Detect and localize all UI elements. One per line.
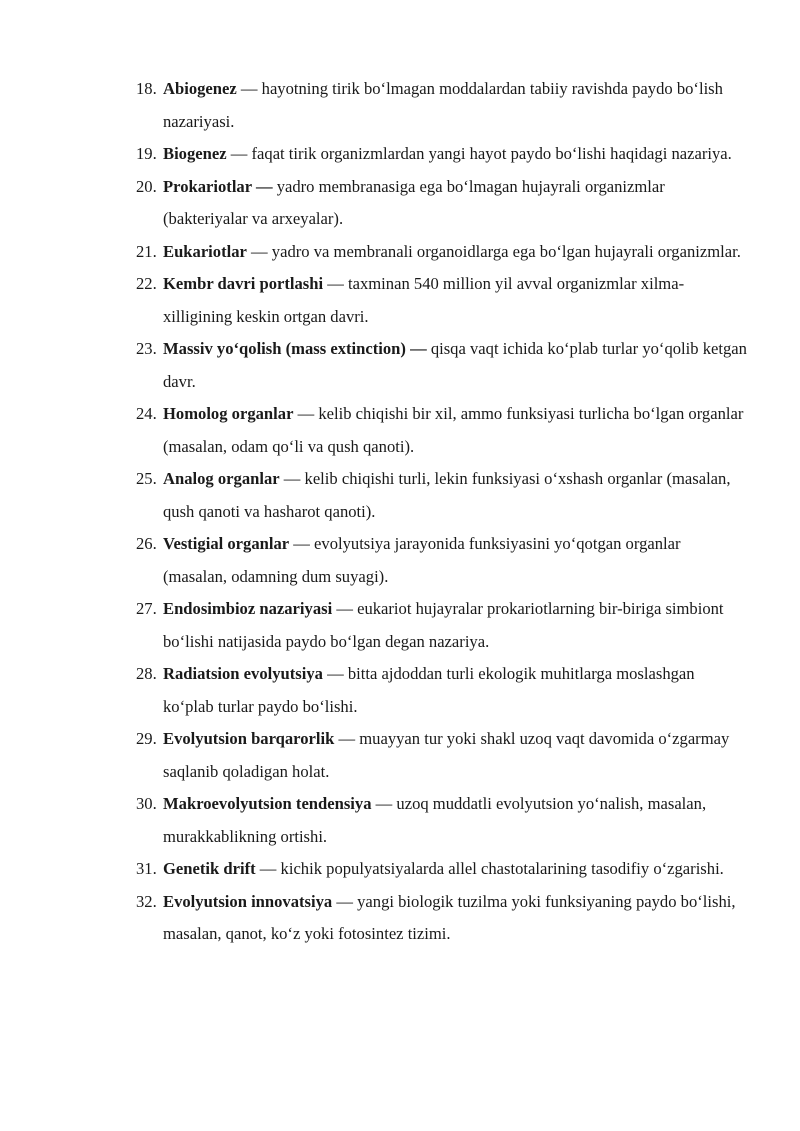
entry-definition: — faqat tirik organizmlardan yangi hayot paydo bo‘lishi haqidagi nazariya. [226,144,732,163]
entry-term: Genetik drift [163,859,256,878]
entry-term: Biogenez [163,144,227,163]
glossary-entry [136,593,748,658]
glossary-entry [136,333,748,398]
glossary-entry [136,853,748,886]
glossary-entry [136,236,748,269]
entry-term: Abiogenez [163,79,237,98]
glossary-entry [136,73,748,138]
entry-definition: — yadro va membranali organoidlarga ega bo‘lgan hujayrali organizmlar. [246,241,741,261]
entry-number: 19. [136,144,157,163]
entry-number: 28. [136,664,157,683]
entry-definition: — bitta ajdoddan turli ekologik muhitlarga moslashgan ko‘plab turlar paydo bo‘lishi. [163,664,695,716]
glossary-entry [136,528,748,593]
entry-term: Makroevolyutsion tendensiya [163,794,372,813]
entry-number: 26. [136,534,157,553]
glossary-list [136,73,748,951]
entry-definition: qisqa vaqt ichida ko‘plab turlar yo‘qolib ketgan davr. [163,339,747,391]
entry-definition: — yangi biologik tuzilma yoki funksiyaning paydo bo‘lishi, masalan, qanot, ko‘z yoki fotosintez tizimi. [163,891,736,943]
entry-term: Evolyutsion innovatsiya [163,891,333,911]
entry-term: Massiv yo‘qolish (mass extinction) — [163,339,427,358]
glossary-entry [136,886,748,951]
entry-number: 30. [136,794,157,813]
glossary-entry [136,788,748,853]
entry-definition: — taxminan 540 million yil avval organizmlar xilma-xilligining keskin ortgan davri. [163,274,685,326]
entry-number: 32. [136,891,157,911]
entry-definition: — kichik populyatsiyalarda allel chastotalarining tasodifiy o‘zgarishi. [255,859,724,878]
entry-term: Vestigial organlar [163,534,290,553]
entry-definition: — kelib chiqishi bir xil, ammo funksiyasi turlicha bo‘lgan organlar (masalan, odam qo‘li va qush qanoti). [163,404,744,456]
glossary-entry [136,398,748,463]
entry-number: 21. [136,241,157,261]
entry-number: 18. [136,79,157,98]
glossary-entry [136,723,748,788]
entry-term: Radiatsion evolyutsiya [163,664,323,683]
glossary-entry [136,171,748,236]
entry-number: 29. [136,729,157,748]
entry-number: 27. [136,599,157,618]
glossary-entry [136,138,748,171]
entry-term: Eukariotlar [163,241,247,261]
entry-term: Kembr davri portlashi [163,274,324,293]
entry-term: Homolog organlar [163,404,294,423]
entry-term: Prokariotlar — [163,176,273,196]
entry-term: Endosimbioz nazariyasi [163,599,333,618]
entry-number: 24. [136,404,157,423]
glossary-entry [136,268,748,333]
entry-number: 20. [136,176,157,196]
entry-definition: — kelib chiqishi turli, lekin funksiyasi o‘xshash organlar (masalan, qush qanoti va hasharot qanoti). [163,469,731,521]
entry-number: 25. [136,469,157,488]
entry-term: Analog organlar [163,469,280,488]
entry-number: 22. [136,274,157,293]
entry-definition: — hayotning tirik bo‘lmagan moddalardan tabiiy ravishda paydo bo‘lish nazariyasi. [163,79,723,131]
glossary-entry [136,463,748,528]
entry-definition: — uzoq muddatli evolyutsion yo‘nalish, masalan, murakkablikning ortishi. [163,794,707,846]
entry-definition: — evolyutsiya jarayonida funksiyasini yo‘qotgan organlar (masalan, odamning dum suyagi). [163,534,681,586]
entry-definition: — muayyan tur yoki shakl uzoq vaqt davomida o‘zgarmay saqlanib qoladigan holat. [163,729,730,781]
entry-number: 23. [136,339,157,358]
entry-definition: yadro membranasiga ega bo‘lmagan hujayrali organizmlar (bakteriyalar va arxeyalar). [163,176,665,228]
glossary-entry [136,658,748,723]
entry-number: 31. [136,859,157,878]
entry-term: Evolyutsion barqarorlik [163,729,335,748]
entry-definition: — eukariot hujayralar prokariotlarning bir-biriga simbiont bo‘lishi natijasida paydo bo‘lgan degan nazariya. [163,599,724,651]
